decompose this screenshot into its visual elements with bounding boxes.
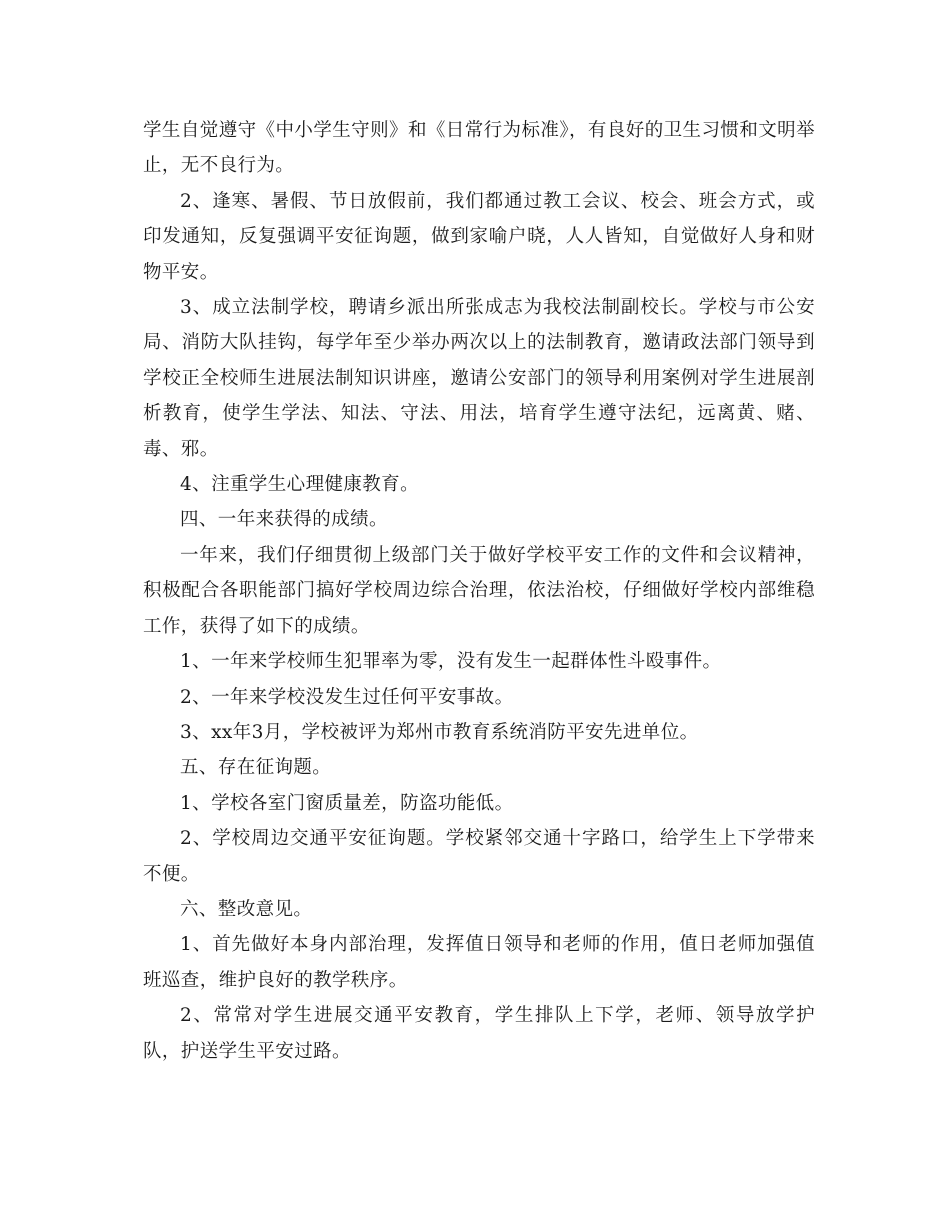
section-heading-6: 六、整改意见。 — [180, 898, 313, 920]
paragraph-1: 学生自觉遵守《中小学生守则》和《日常行为标准》，有良好的卫生习惯和文明举止，无不良行为。 — [143, 120, 815, 177]
paragraph-12: 2、学校周边交通平安征询题。学校紧邻交通十字路口，给学生上下学带来不便。 — [143, 828, 815, 885]
paragraph-8: 2、一年来学校没发生过任何平安事故。 — [180, 686, 514, 708]
paragraph-7: 1、一年来学校师生犯罪率为零，没有发生一起群体性斗殴事件。 — [180, 651, 722, 673]
paragraph-14: 1、首先做好本身内部治理，发挥值日领导和老师的作用，值日老师加强值班巡查，维护良好的教学秩序。 — [143, 934, 815, 991]
paragraph-9: 3、xx年3月，学校被评为郑州市教育系统消防平安先进单位。 — [180, 721, 699, 743]
paragraph-6: 一年来，我们仔细贯彻上级部门关于做好学校平安工作的文件和会议精神，积极配合各职能部门搞好学校周边综合治理，依法治校，仔细做好学校内部维稳工作，获得了如下的成绩。 — [143, 544, 815, 637]
paragraph-15: 2、常常对学生进展交通平安教育，学生排队上下学，老师、领导放学护队，护送学生平安过路。 — [143, 1005, 815, 1062]
paragraph-2: 2、逢寒、暑假、节日放假前，我们都通过教工会议、校会、班会方式，或印发通知，反复强调平安征询题，做到家喻户晓，人人皆知，自觉做好人身和财物平安。 — [143, 190, 815, 283]
paragraph-11: 1、学校各室门窗质量差，防盗功能低。 — [180, 792, 514, 814]
document-body — [143, 113, 815, 1069]
paragraph-3: 3、成立法制学校，聘请乡派出所张成志为我校法制副校长。学校与市公安局、消防大队挂钩，每学年至少举办两次以上的法制教育，邀请政法部门领导到学校正全校师生进展法制知识讲座，邀请公安部门的领导利用案例对学生进展剖析教育，使学生学法、知法、守法、用法，培育学生遵守法纪，远离黄、赌、毒、邪。 — [143, 297, 815, 460]
paragraph-4: 4、注重学生心理健康教育。 — [180, 474, 419, 496]
section-heading-4: 四、一年来获得的成绩。 — [180, 509, 388, 531]
section-heading-5: 五、存在征询题。 — [180, 757, 332, 779]
